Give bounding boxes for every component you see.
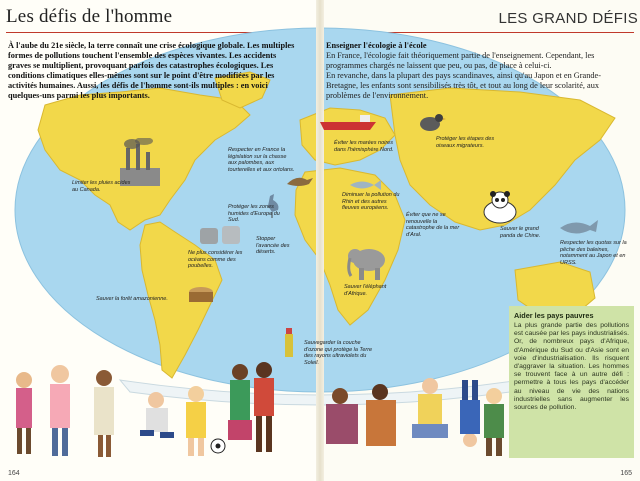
football-ball	[211, 439, 225, 453]
child-figure-8	[326, 388, 358, 444]
caption-desert: Stopper l'avancée des déserts.	[256, 236, 290, 256]
child-figure-10	[412, 378, 448, 438]
card-text: La plus grande partie des pollutions est causée par les pays industrialisés. Or, de nombreux pays d'Afrique, d'Amérique du Sud ou d'Asie sont en voie d'industrialisation. Ils risquent d'aggraver la situation. Les hommes se trouvent face à un autre défi : permettre à tous les pays d'accéder au niveau de vie des nations industrielles sans augmenter les sources de pollution.	[514, 322, 629, 412]
child-figure-6	[228, 364, 252, 440]
teaching-paragraph-1: En France, l'écologie fait théoriquement partie de l'enseignement. Cependant, les programmes chargés ne laissent que peu, ou pas, de place à celui-ci.	[326, 51, 595, 70]
caption-ozone: Sauvegarder la couche d'ozone qui protège la Terre des rayons ultraviolets du Soleil.	[304, 340, 373, 366]
caption-ocean-dumping: Ne plus considérer les océans comme des poubelles.	[188, 250, 243, 270]
dead-fish-icon	[348, 178, 382, 192]
teaching-box	[326, 41, 622, 101]
child-figure-1	[16, 372, 32, 454]
card-title: Aider les pays pauvres	[514, 311, 594, 320]
caption-aral: Éviter que ne se renouvelle la catastrophe de la mer d'Aral.	[406, 212, 460, 238]
barrels-icon	[198, 222, 244, 246]
child-figure-12	[484, 388, 504, 456]
caption-panda: Sauver le grand panda de Chine.	[500, 226, 541, 239]
teaching-paragraph-2: En revanche, dans la plupart des pays scandinaves, ainsi qu'au Japon et en Grande-Bretagne, les enfants sont sensibilisés très tôt, et tout au long de leur scolarité, aux problèmes de l'environnement.	[326, 71, 601, 100]
child-figure-4	[140, 392, 174, 438]
spray-can-icon	[283, 326, 295, 358]
child-figure-5	[186, 386, 206, 456]
teaching-heading: Enseigner l'écologie à l'école	[326, 41, 427, 50]
tanker-ship-icon	[318, 112, 378, 132]
caption-birds: Protéger les étapes des oiseaux migrateurs.	[436, 136, 495, 149]
intro-paragraph: À l'aube du 21e siècle, la terre connaît une crise écologique globale. Les multiples formes de pollutions touchent l'ensemble des espèces vivantes. Les accidents graves se multiplient, provoquant parfois des catastrophes écologiques. Les conditions climatiques elles-mêmes sont sur le point d'être modifiées par les activités humaines. Aussi, les défis de l'homme sont-ils multiples : en voici quelques-uns parmi les plus importants.	[8, 41, 295, 100]
child-figure-11	[460, 380, 480, 447]
whale-icon	[558, 216, 600, 238]
caption-amazon: Sauver la forêt amazonienne.	[96, 296, 168, 302]
caption-acid-rain: Limiter les pluies acides au Canada.	[72, 180, 131, 193]
caption-elephant: Sauver l'éléphant d'Afrique.	[344, 284, 387, 297]
caption-hunting: Respecter en France la législation sur la chasse aux palombes, aux tourterelles et aux ortolans.	[228, 147, 295, 173]
page-title: Les défis de l'homme	[6, 6, 173, 27]
page-number-right: 165	[620, 470, 632, 477]
page-number-left: 164	[8, 470, 20, 477]
poor-countries-card	[509, 306, 634, 458]
section-title: LES GRAND DÉFIS	[498, 10, 638, 27]
child-figure-7	[254, 362, 274, 452]
caption-rhine: Diminuer la pollution du Rhin et des autres fleuves européens.	[342, 192, 400, 212]
caption-north-sea: Éviter les marées noires dans l'hémisphère Nord.	[334, 140, 394, 153]
child-figure-2	[50, 365, 70, 456]
child-figure-3	[94, 370, 114, 457]
elephant-icon	[345, 244, 389, 280]
child-figure-9	[366, 384, 396, 446]
tree-stump-icon	[186, 284, 216, 306]
caption-whales: Respecter les quotas sur la pêche des baleines, notamment au Japon et en URSS.	[560, 240, 627, 266]
caption-wetlands: Protéger les zones humides d'Europe du Sud.	[228, 204, 280, 224]
panda-icon	[480, 190, 520, 224]
